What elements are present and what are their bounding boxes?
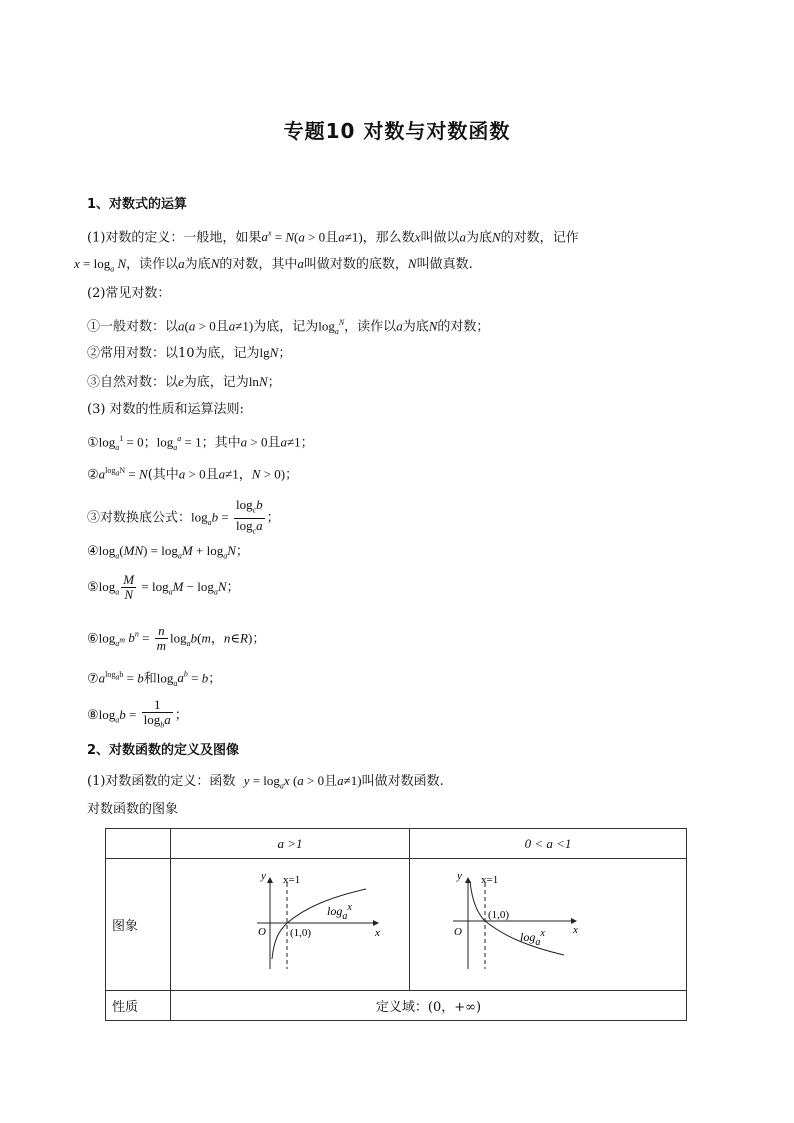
y-axis-label: y xyxy=(457,870,462,882)
graph-cell-a-greater-1 xyxy=(171,859,410,991)
x-arrow-icon xyxy=(373,920,379,926)
log-prop-1: $①\log_a^1 = 0$；$\log_a^a = 1$；其中a > 0且a≠1； xyxy=(87,434,314,452)
common-logs-heading: (2)常见对数： xyxy=(87,286,171,301)
quotient-fraction: $\frac{M}{N}$ xyxy=(123,572,135,602)
row-label-graph: 图象 xyxy=(106,859,171,991)
change-of-base-fraction: $\frac{\log_cb}{\log_ca}$ xyxy=(235,497,263,536)
curve-label: $\log_a^x$ xyxy=(520,928,545,948)
table-header-empty xyxy=(106,829,171,859)
section-1-heading: 1、对数式的运算 xyxy=(87,197,188,212)
section-2-heading: 2、对数函数的定义及图像 xyxy=(87,743,240,758)
point-1-0-label: (1,0) xyxy=(290,927,312,939)
log-prop-5-quotient: $⑤\log_a$ $\frac{M}{N}$ = $\log_aM - \log_aN$； xyxy=(87,572,240,602)
general-log-item: ①一般对数：以a(a > 0且a≠1)为底，记为$\log_a^N$，读作以a为底N的对数； xyxy=(87,318,490,336)
reciprocal-fraction: $\frac{1}{\log_ba}$ xyxy=(143,697,171,730)
row-label-property: 性质 xyxy=(106,991,171,1021)
origin-label: O xyxy=(258,926,266,938)
graph-caption: 对数函数的图象 xyxy=(87,802,179,817)
power-fraction: $\frac{n}{m}$ xyxy=(156,623,167,654)
y-axis-label: y xyxy=(261,870,266,882)
log-definition-line-1: (1)对数的定义：一般地，如果$a^x = N(a > 0$且a≠1)，那么数x叫做以a为底N的对数，记作 xyxy=(87,229,579,246)
x-equals-1-label: x=1 xyxy=(481,874,499,886)
log-prop-8-reciprocal: $⑧\log_ab$ = $\frac{1}{\log_ba}$ ； xyxy=(87,698,188,735)
header-a-greater-1: a >1 xyxy=(171,829,410,859)
table-header-row xyxy=(106,829,687,859)
log-props-heading: (3) 对数的性质和运算法则: xyxy=(87,402,244,417)
x-axis-label: x xyxy=(573,924,578,936)
natural-log-item: ③自然对数：以e为底，记为lnN； xyxy=(87,374,281,390)
x-axis-label: x xyxy=(375,927,380,939)
table-graph-row xyxy=(106,859,687,991)
log-prop-4-product: $④\log_a(MN) = \log_aM + \log_aN$； xyxy=(87,543,249,561)
header-a-between-0-1: 0 < a <1 xyxy=(410,829,687,859)
log-function-definition: (1)对数函数的定义：函数 $y = \log_ax$ (a > 0且a≠1)叫做对数函数. xyxy=(87,773,444,791)
domain-cell: 定义域：(0，+∞) xyxy=(171,991,687,1021)
page-title: 专题10 对数与对数函数 xyxy=(283,119,511,143)
log-curve-increasing xyxy=(272,889,366,959)
graph-a-greater-1 xyxy=(171,859,409,986)
table-property-row xyxy=(106,991,687,1021)
curve-label: $\log_a^x$ xyxy=(327,902,352,922)
common-log-item: ②常用对数：以10为底，记为lgN； xyxy=(87,345,292,361)
y-arrow-icon xyxy=(267,877,273,883)
origin-label: O xyxy=(454,926,462,938)
x-equals-1-label: x=1 xyxy=(283,874,301,886)
point-1-0-label: (1,0) xyxy=(488,909,510,921)
graph-a-between-0-1 xyxy=(410,859,686,986)
log-prop-2: $②a^{log_aN} = N$(其中a > 0且a≠1，N > 0)； xyxy=(87,466,299,483)
log-function-table xyxy=(105,828,687,1021)
log-curve-decreasing xyxy=(470,881,564,955)
log-definition-line-2: $x = \log_a N$，读作以a为底N的对数，其中a叫做对数的底数，N叫做真数. xyxy=(74,256,473,274)
log-prop-3-change-of-base: ③对数换底公式：$\log_ab$ = $\frac{\log_cb}{\log_ca}$ ； xyxy=(87,498,280,538)
graph-cell-a-between-0-1 xyxy=(410,859,687,991)
log-prop-7-inverse: $⑦a^{log_ab} = b$和$\log_aa^b = b$； xyxy=(87,670,222,688)
log-prop-6-power: $⑥\log_{a^m}$ $b^n$ = $\frac{n}{m}$ $\log_ab(m$，n∈R)； xyxy=(87,623,266,654)
